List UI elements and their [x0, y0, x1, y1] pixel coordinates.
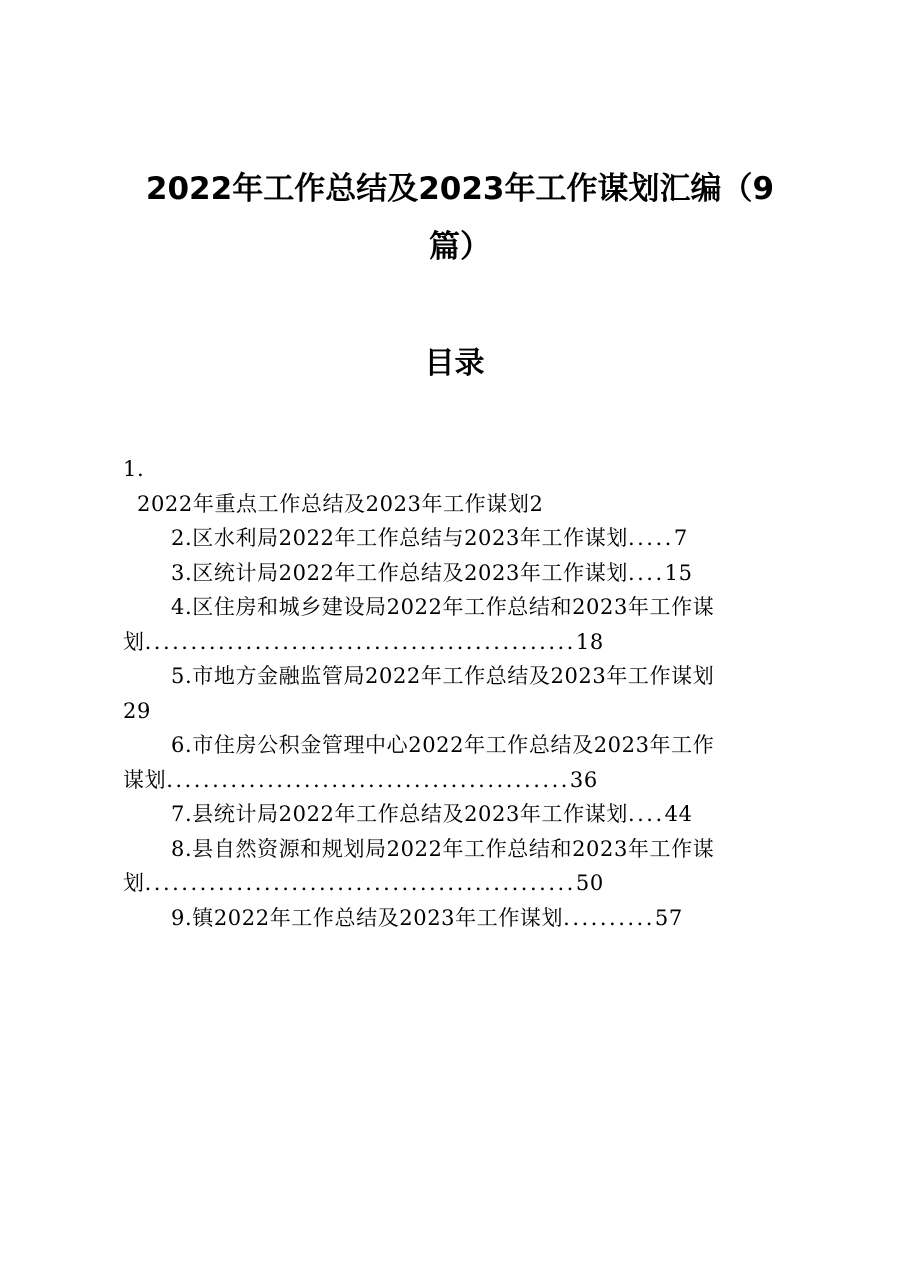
toc-item-page: 50	[575, 871, 604, 895]
toc-item-5[interactable]	[123, 659, 803, 728]
toc-item-leader: ...............................................	[144, 629, 576, 654]
toc-item-number: 3.	[171, 560, 193, 585]
toc-item-title: 镇2022年工作总结及2023年工作谋划	[192, 905, 564, 930]
toc-item-title: 区住房和城乡建设局2022年工作总结和2023年工作谋	[192, 595, 715, 619]
toc-item-title-cont: 谋划	[123, 767, 167, 792]
toc-item-number: 8.	[171, 836, 193, 861]
toc-item-title: 县自然资源和规划局2022年工作总结和2023年工作谋	[192, 836, 715, 861]
toc-item-leader: ...............................................	[144, 871, 576, 895]
toc-item-1[interactable]	[123, 452, 803, 521]
table-of-contents	[123, 452, 803, 935]
toc-item-title: 区水利局2022年工作总结与2023年工作谋划	[192, 526, 628, 550]
toc-item-page: 57	[654, 905, 683, 930]
document-title	[120, 160, 800, 276]
toc-item-page: 15	[664, 560, 693, 585]
toc-item-leader: ............................................	[166, 767, 570, 792]
toc-item-number: 5.	[171, 664, 193, 688]
toc-item-2[interactable]	[123, 521, 803, 556]
toc-item-number: 9.	[171, 905, 193, 930]
toc-heading: 目录	[424, 346, 485, 381]
toc-item-leader: ....	[627, 560, 665, 585]
toc-item-title-cont: 划	[123, 871, 145, 895]
toc-item-title: 区统计局2022年工作总结及2023年工作谋划	[192, 560, 628, 585]
toc-item-3[interactable]	[123, 556, 803, 591]
toc-item-page: 36	[569, 767, 598, 792]
document-title-line-2: 篇）	[429, 229, 491, 265]
toc-item-number: 7.	[171, 802, 193, 826]
toc-item-number: 2.	[171, 526, 193, 550]
toc-item-title: 2022年重点工作总结及2023年工作谋划	[137, 491, 530, 516]
toc-item-number: 1.	[123, 457, 145, 481]
toc-item-4[interactable]	[123, 590, 803, 659]
toc-item-title-cont: 划	[123, 629, 145, 654]
toc-item-page: 44	[664, 802, 693, 826]
toc-item-leader: .....	[627, 526, 674, 550]
toc-item-page: 2	[529, 491, 544, 516]
toc-item-9[interactable]	[123, 901, 803, 936]
toc-item-title: 市地方金融监管局2022年工作总结及2023年工作谋划	[192, 664, 715, 688]
toc-item-title: 市住房公积金管理中心2022年工作总结及2023年工作	[192, 733, 715, 757]
toc-item-leader: ....	[627, 802, 665, 826]
toc-item-page: 18	[575, 629, 604, 654]
document-title-line-1: 2022年工作总结及2023年工作谋划汇编（9	[145, 171, 775, 207]
toc-item-7[interactable]	[123, 797, 803, 832]
toc-item-title: 县统计局2022年工作总结及2023年工作谋划	[192, 802, 628, 826]
toc-item-page: 7	[673, 526, 688, 550]
toc-item-8[interactable]	[123, 832, 803, 901]
toc-item-leader: ..........	[563, 905, 655, 930]
toc-item-number: 6.	[171, 733, 193, 757]
toc-item-6[interactable]	[123, 728, 803, 797]
toc-item-page: 29	[123, 698, 151, 723]
toc-item-number: 4.	[171, 595, 193, 619]
